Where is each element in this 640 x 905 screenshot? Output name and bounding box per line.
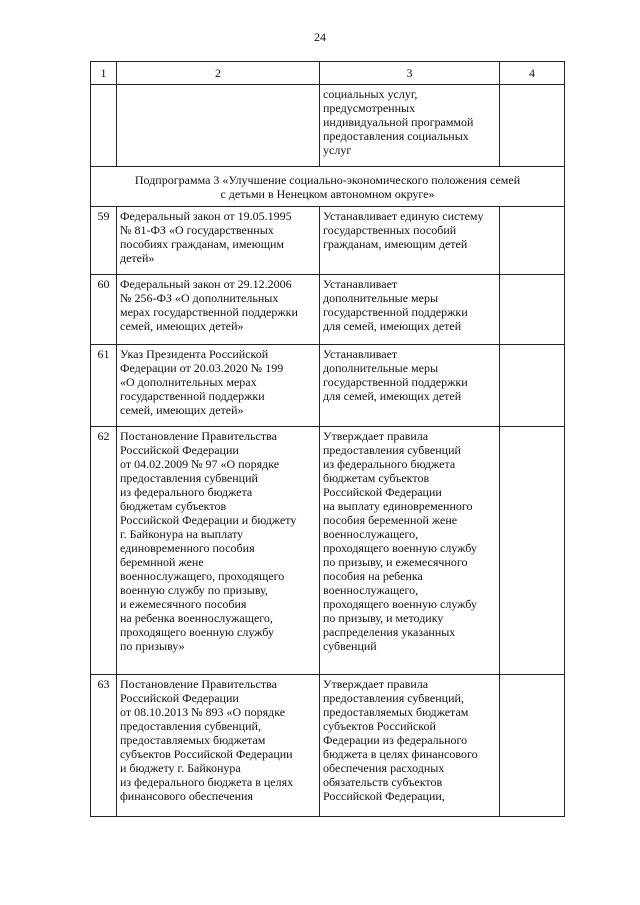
- row-description: Утверждает правила предоставления субвенций, предоставляемых бюджетам субъектов Российской Федерации из федерального бюджета в целях финансового обеспечения расходных обязательств субъектов Российской Федерации,: [320, 675, 500, 817]
- row-document: Указ Президента Российской Федерации от 20.03.2020 № 199 «О дополнительных мерах государственной поддержки семей, имеющих детей»: [117, 345, 320, 427]
- header-col-2: 2: [117, 62, 320, 85]
- row-note: [500, 345, 565, 427]
- row-number: [91, 85, 117, 167]
- row-document: Постановление Правительства Российской Федерации от 04.02.2009 № 97 «О порядке предоставления субвенций из федерального бюджета бюджетам субъектов Российской Федерации и бюджету г. Байконура на выплату единовременного пособия беремнной жене военнослужащего, проходящего военную службу по призыву, и ежемесячного пособия на ребенка военнослужащего, проходящего военную службу по призыву»: [117, 427, 320, 675]
- table-header-row: [91, 62, 565, 85]
- row-number: 62: [91, 427, 117, 675]
- row-description: Устанавливает дополнительные меры государственной поддержки для семей, имеющих детей: [320, 345, 500, 427]
- table-row: [91, 345, 565, 427]
- row-document: Федеральный закон от 19.05.1995 № 81-ФЗ «О государственных пособиях гражданам, имеющим детей»: [117, 207, 320, 275]
- table-row: [91, 427, 565, 675]
- row-description: Устанавливает дополнительные меры государственной поддержки для семей, имеющих детей: [320, 275, 500, 345]
- row-note: [500, 85, 565, 167]
- header-col-4: 4: [500, 62, 565, 85]
- subprogram-section-row: [91, 167, 565, 207]
- row-note: [500, 207, 565, 275]
- row-number: 59: [91, 207, 117, 275]
- row-description: социальных услуг, предусмотренных индивидуальной программой предоставления социальных услуг: [320, 85, 500, 167]
- row-note: [500, 275, 565, 345]
- row-document: [117, 85, 320, 167]
- header-col-3: 3: [320, 62, 500, 85]
- legal-acts-table: [90, 61, 565, 817]
- row-description: Утверждает правила предоставления субвенций из федерального бюджета бюджетам субъектов Российской Федерации на выплату единовременного пособия беременной жене военнослужащего, проходящего военную службу по призыву, и ежемесячного пособия на ребенка военнослужащего, проходящего военную службу по призыву, и методику распределения указанных субвенций: [320, 427, 500, 675]
- table-row: [91, 275, 565, 345]
- subprogram-title: Подпрограмма 3 «Улучшение социально-экономического положения семей с детьми в Ненецком автономном округе»: [91, 167, 565, 207]
- row-description: Устанавливает единую систему государственных пособий гражданам, имеющим детей: [320, 207, 500, 275]
- table-row-continuation: [91, 85, 565, 167]
- header-col-1: 1: [91, 62, 117, 85]
- row-document: Федеральный закон от 29.12.2006 № 256-ФЗ «О дополнительных мерах государственной поддержки семей, имеющих детей»: [117, 275, 320, 345]
- page-number: 24: [314, 30, 326, 44]
- table-row: [91, 207, 565, 275]
- row-document: Постановление Правительства Российской Федерации от 08.10.2013 № 893 «О порядке предоставления субвенций, предоставляемых бюджетам субъектов Российской Федерации и бюджету г. Байконура из федерального бюджета в целях финансового обеспечения: [117, 675, 320, 817]
- row-number: 63: [91, 675, 117, 817]
- row-number: 61: [91, 345, 117, 427]
- row-number: 60: [91, 275, 117, 345]
- row-note: [500, 675, 565, 817]
- table-row: [91, 675, 565, 817]
- row-note: [500, 427, 565, 675]
